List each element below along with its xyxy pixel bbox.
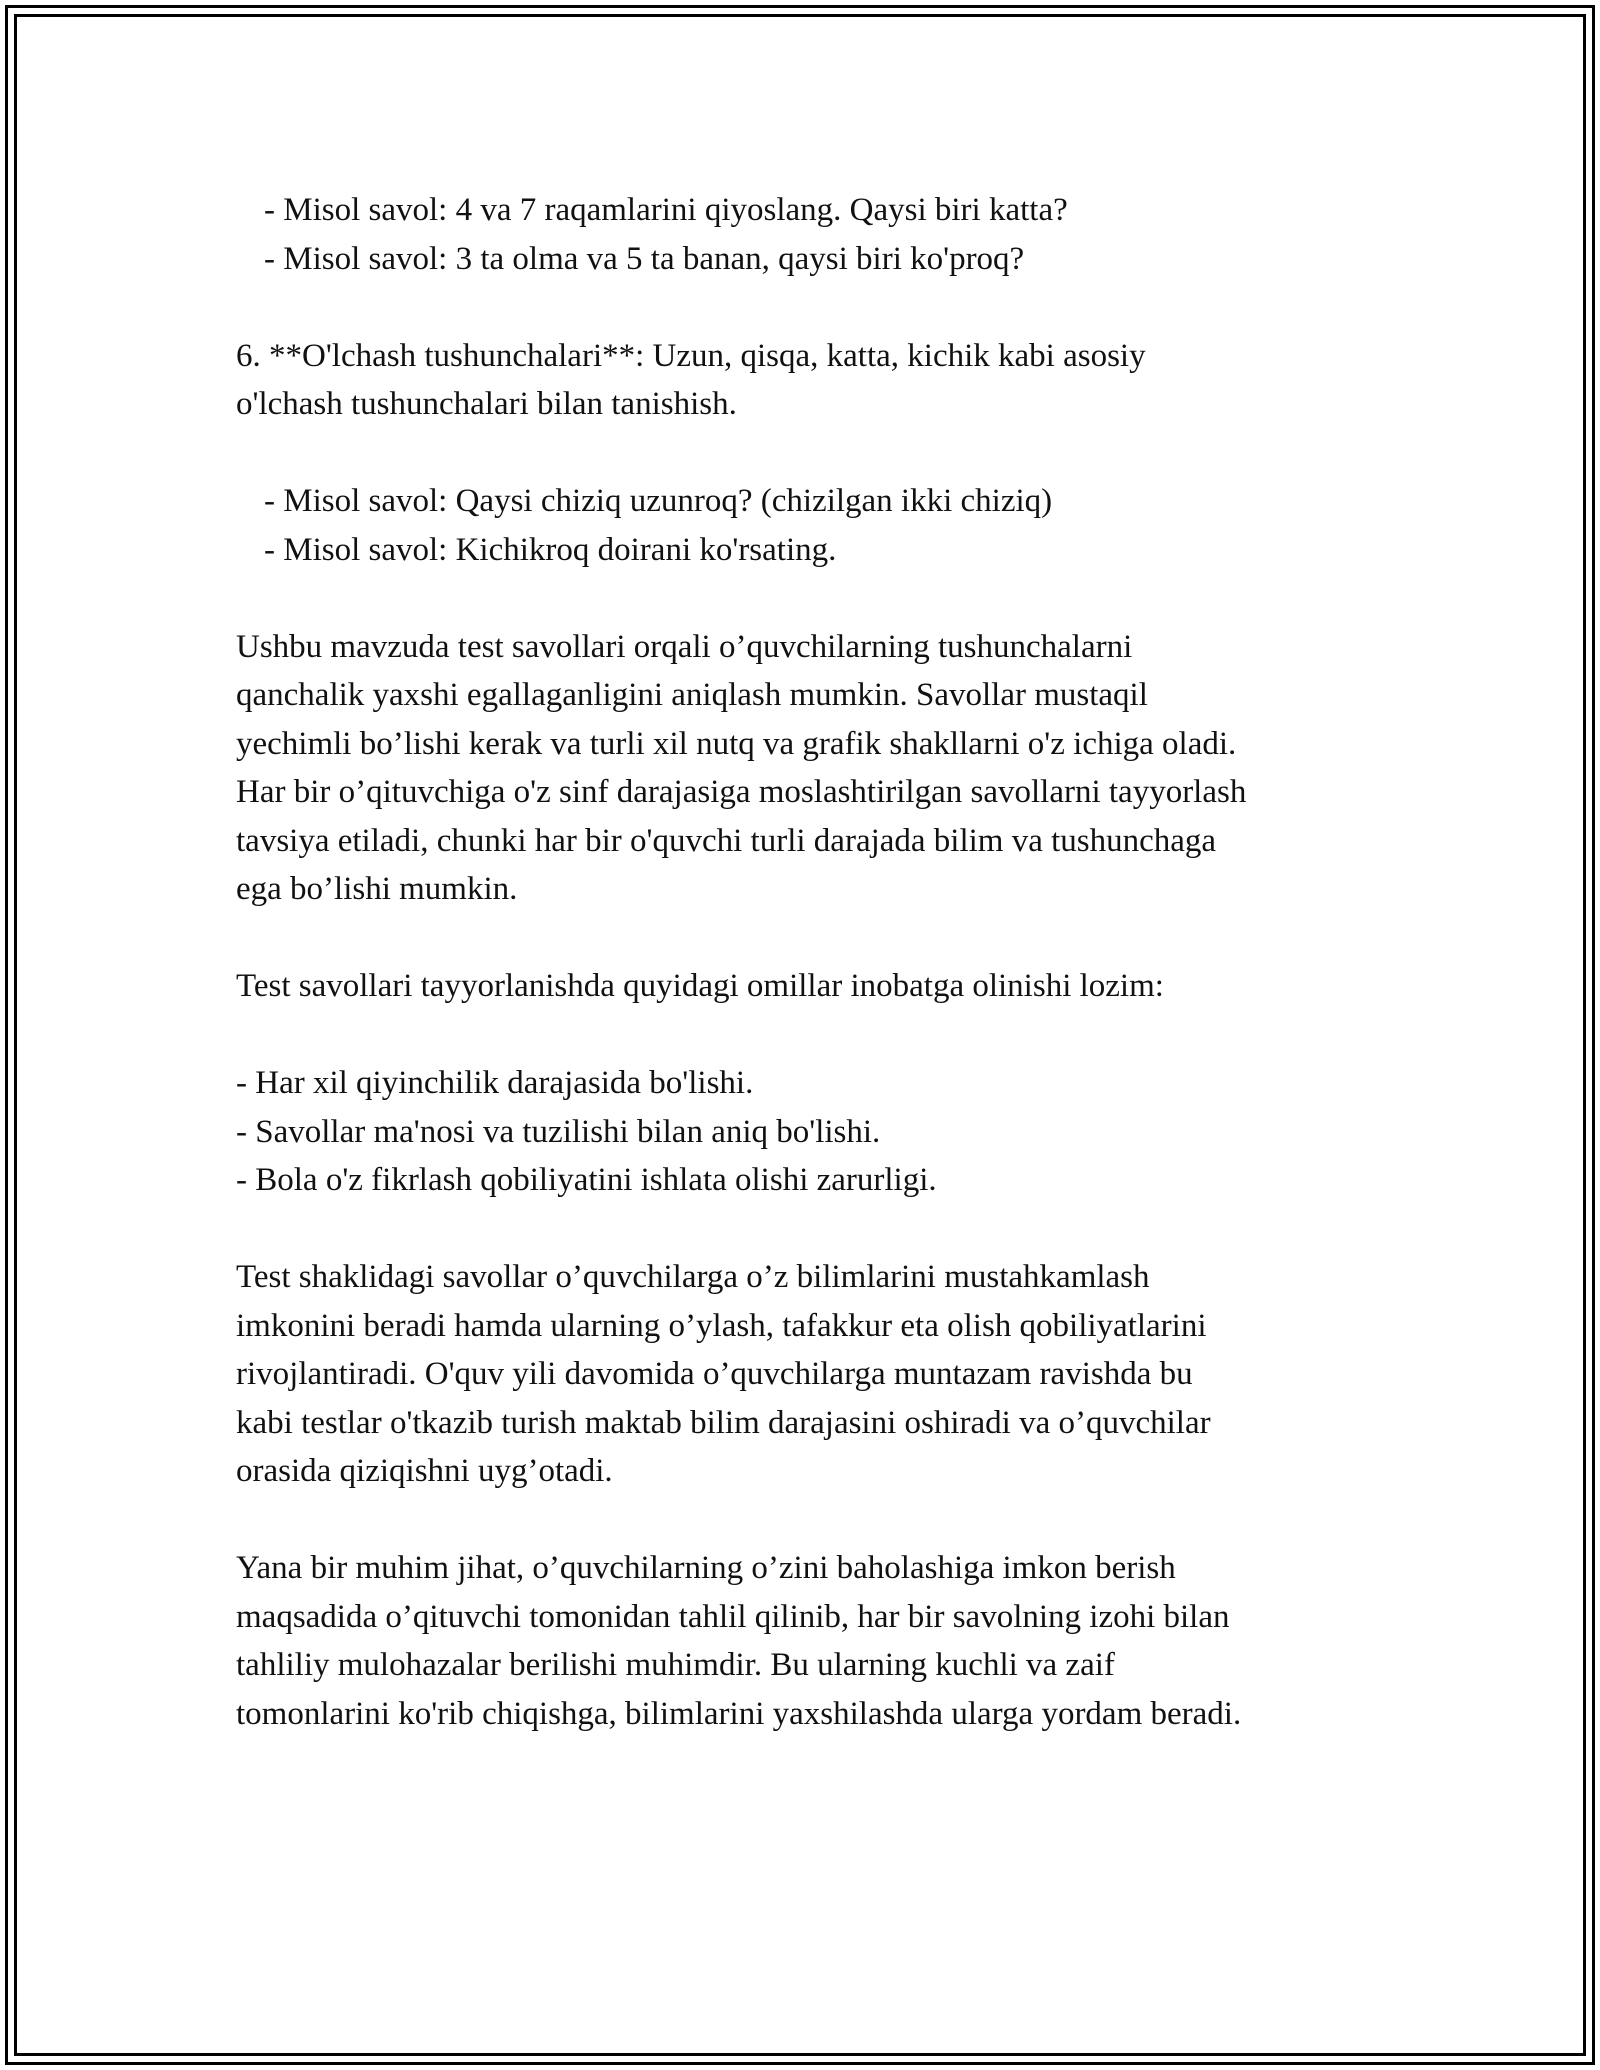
paragraph-line: Har bir o’qituvchiga o'z sinf darajasiga moslashtirilgan savollarni tayyorlash (236, 774, 1247, 810)
list-item: - Savollar ma'nosi va tuzilishi bilan aniq bo'lishi. (236, 1113, 881, 1150)
paragraph-line: Test savollari tayyorlanishda quyidagi omillar inobatga olinishi lozim: (236, 968, 1164, 1004)
paragraph-line: Ushbu mavzuda test savollari orqali o’quvchilarning tushunchalarni (236, 628, 1133, 665)
list-item: - Misol savol: 4 va 7 raqamlarini qiyoslang. Qaysi biri katta? (264, 192, 1068, 228)
paragraph-line: qanchalik yaxshi egallaganligini aniqlash mumkin. Savollar mustaqil (236, 677, 1148, 713)
paragraph-factors-intro (236, 962, 1416, 1011)
paragraph-line: Test shaklidagi savollar o’quvchilarga o’z bilimlarini mustahkamlash (236, 1259, 1150, 1295)
paragraph-self-assessment (236, 1544, 1416, 1738)
paragraph-test-benefits (236, 1253, 1416, 1496)
list-item: - Misol savol: Kichikroq doirani ko'rsating. (264, 531, 837, 568)
document-body (236, 186, 1416, 1738)
paragraph-line: tavsiya etiladi, chunki har bir o'quvchi turli darajada bilim va tushunchaga (236, 822, 1217, 859)
section-heading-line: 6. **O'lchash tushunchalari**: Uzun, qisqa, katta, kichik kabi asosiy (236, 337, 1146, 374)
paragraph-line: kabi testlar o'tkazib turish maktab bilim darajasini oshiradi va o’quvchilar (236, 1404, 1211, 1441)
paragraph-line: imkonini beradi hamda ularning o’ylash, tafakkur eta olish qobiliyatlarini (236, 1307, 1207, 1344)
section-measurement-concepts (236, 332, 1416, 429)
paragraph-test-questions (236, 623, 1416, 914)
list-item: - Har xil qiyinchilik darajasida bo'lishi. (236, 1065, 754, 1101)
paragraph-line: orasida qiziqishni uyg’otadi. (236, 1453, 613, 1489)
list-item: - Misol savol: Qaysi chiziq uzunroq? (chizilgan ikki chiziq) (264, 483, 1053, 519)
paragraph-line: tahliliy mulohazalar berilishi muhimdir. Bu ularning kuchli va zaif (236, 1647, 1115, 1683)
list-item: - Misol savol: 3 ta olma va 5 ta banan, qaysi biri ko'proq? (264, 240, 1025, 277)
paragraph-line: rivojlantiradi. O'quv yili davomida o’quvchilarga muntazam ravishda bu (236, 1356, 1193, 1392)
paragraph-line: tomonlarini ko'rib chiqishga, bilimlarini yaxshilashda ularga yordam beradi. (236, 1695, 1242, 1732)
example-list-measurement (236, 477, 1416, 574)
section-text-line: o'lchash tushunchalari bilan tanishish. (236, 386, 737, 422)
paragraph-line: maqsadida o’qituvchi tomonidan tahlil qilinib, har bir savolning izohi bilan (236, 1598, 1230, 1635)
paragraph-line: yechimli bo’lishi kerak va turli xil nutq va grafik shakllarni o'z ichiga oladi. (236, 725, 1237, 762)
example-list-comparison (236, 186, 1416, 283)
paragraph-line: ega bo’lishi mumkin. (236, 871, 518, 907)
paragraph-line: Yana bir muhim jihat, o’quvchilarning o’zini baholashiga imkon berish (236, 1550, 1176, 1586)
list-item: - Bola o'z fikrlash qobiliyatini ishlata olishi zarurligi. (236, 1162, 937, 1198)
factors-list (236, 1059, 1416, 1205)
